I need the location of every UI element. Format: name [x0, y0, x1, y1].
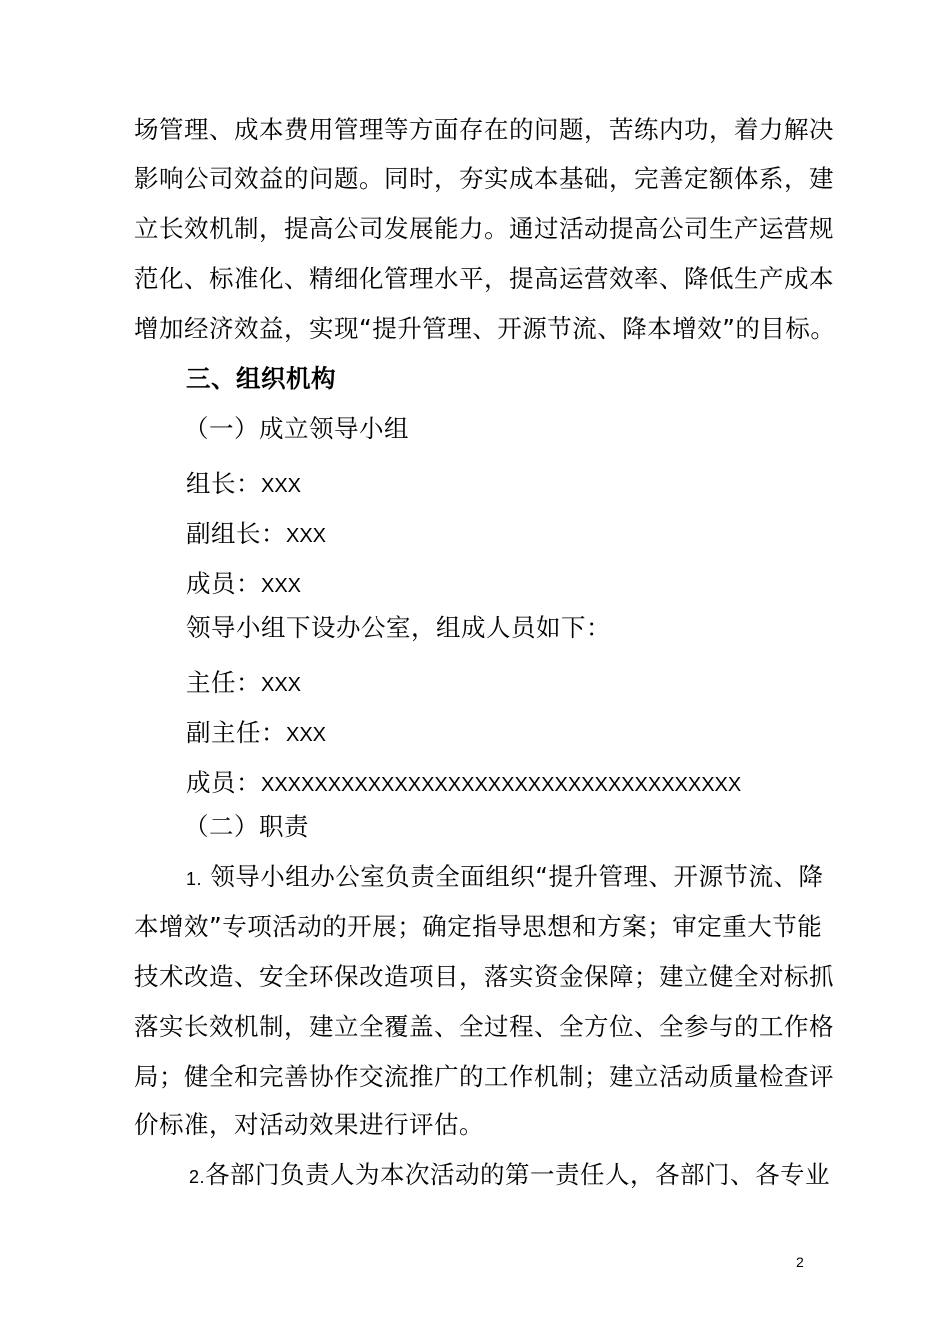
deputy-leader-row — [186, 519, 326, 551]
list-number: 2. — [189, 1167, 206, 1187]
duty-text: 领导小组办公室负责全面组织“提升管理、开源节流、降 — [210, 862, 824, 891]
section-heading: 三、组织机构 — [186, 364, 336, 393]
paragraph-line: 影响公司效益的问题。同时，夯实成本基础，完善定额体系，建 — [134, 164, 834, 193]
paragraph-line: 局；健全和完善协作交流推广的工作机制；建立活动质量检查评 — [134, 1062, 834, 1091]
office-director-label: 主任： — [186, 668, 261, 697]
subsection-heading: （一）成立领导小组 — [184, 414, 409, 443]
leadership-members-value: XXX — [261, 575, 302, 597]
paragraph-line: 范化、标准化、精细化管理水平，提高运营效率、降低生产成本 — [134, 264, 834, 293]
subsection-heading: （二）职责 — [184, 812, 309, 841]
page-number: 2 — [796, 1254, 804, 1270]
office-deputy-value: XXX — [286, 724, 327, 746]
paragraph-line: 增加经济效益，实现“提升管理、开源节流、降本增效”的目标。 — [134, 314, 836, 343]
paragraph-line: 价标准，对活动效果进行评估。 — [134, 1110, 484, 1139]
paragraph-line — [189, 1160, 830, 1192]
office-deputy-label: 副主任： — [186, 718, 286, 747]
office-intro: 领导小组下设办公室，组成人员如下： — [186, 613, 611, 642]
list-number: 1. — [186, 869, 203, 889]
deputy-leader-value: XXX — [286, 525, 327, 547]
leader-row — [186, 469, 301, 501]
leader-label: 组长： — [186, 469, 261, 498]
leader-value: XXX — [261, 475, 302, 497]
office-deputy-row — [186, 718, 326, 750]
paragraph-line: 本增效”专项活动的开展；确定指导思想和方案；审定重大节能 — [134, 912, 823, 941]
office-members-row — [186, 768, 741, 800]
office-members-label: 成员： — [186, 768, 261, 797]
office-director-value: XXX — [261, 674, 302, 696]
leadership-members-label: 成员： — [186, 569, 261, 598]
paragraph-line: 落实长效机制，建立全覆盖、全过程、全方位、全参与的工作格 — [134, 1012, 834, 1041]
leadership-members-row — [186, 569, 301, 601]
office-members-value: XXXXXXXXXXXXXXXXXXXXXXXXXXXXXXXXXXXX — [261, 774, 742, 796]
paragraph-line — [186, 862, 824, 894]
paragraph-line: 场管理、成本费用管理等方面存在的问题，苦练内功，着力解决 — [134, 115, 834, 144]
duty-text: 各部门负责人为本次活动的第一责任人，各部门、各专业 — [205, 1160, 831, 1189]
paragraph-line: 立长效机制，提高公司发展能力。通过活动提高公司生产运营规 — [134, 214, 834, 243]
deputy-leader-label: 副组长： — [186, 519, 286, 548]
office-director-row — [186, 668, 301, 700]
paragraph-line: 技术改造、安全环保改造项目，落实资金保障；建立健全对标抓 — [134, 962, 834, 991]
